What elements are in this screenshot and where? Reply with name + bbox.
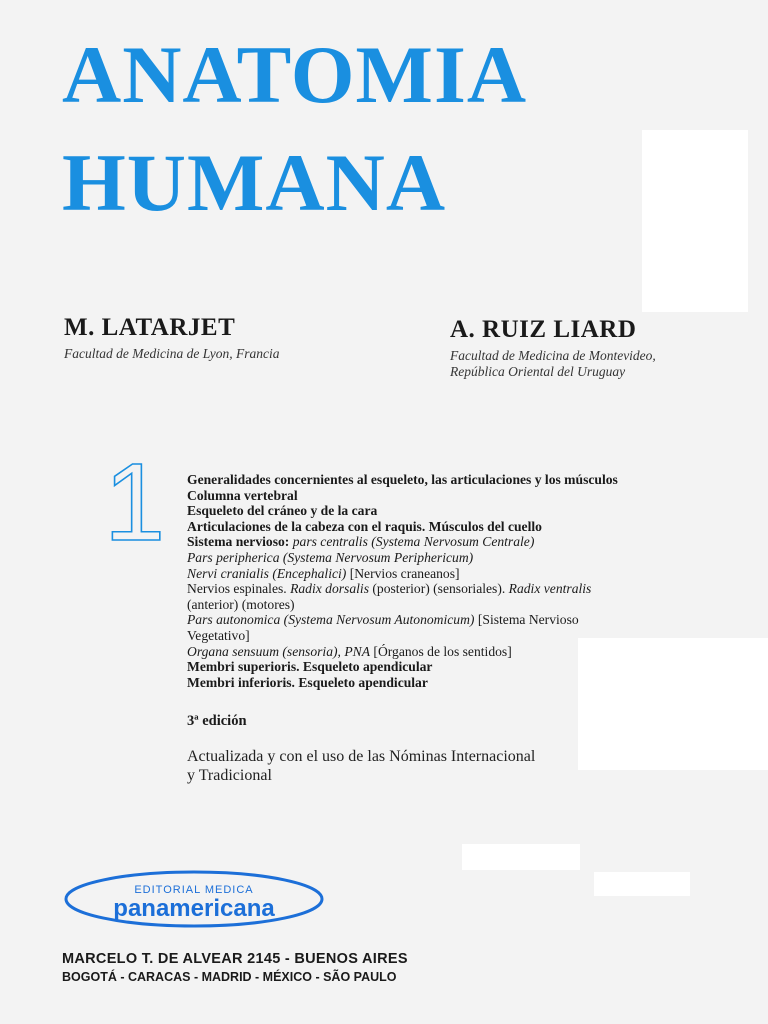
logo-top-text: EDITORIAL MEDICA (134, 884, 254, 896)
author-1-name: M. LATARJET (64, 314, 236, 341)
author-2-name: A. RUIZ LIARD (450, 316, 637, 343)
contents-item: Pars autonomica (Systema Nervosum Autonomicum) [Sistema Nervioso (187, 612, 579, 628)
contents-item: Sistema nervioso: pars centralis (Systema Nervosum Centrale) (187, 534, 535, 550)
update-note: Actualizada y con el uso de las Nóminas Internacional y Tradicional (187, 748, 536, 784)
book-title-line-2: HUMANA (62, 137, 447, 228)
scan-patch (594, 872, 690, 896)
scan-patch (642, 130, 748, 312)
contents-item: Organa sensuum (sensoria), PNA [Órganos de los sentidos] (187, 643, 512, 659)
contents-list (187, 472, 727, 690)
contents-item: Vegetativo] (187, 627, 250, 643)
publisher-address: MARCELO T. DE ALVEAR 2145 - BUENOS AIRES (62, 951, 408, 967)
edition-label: 3ª edición (187, 713, 247, 729)
logo-main-text: panamericana (113, 895, 275, 922)
contents-item: Esqueleto del cráneo y de la cara (187, 503, 378, 519)
contents-item: (anterior) (motores) (187, 596, 295, 612)
contents-item: Pars peripherica (Systema Nervosum Periphericum) (187, 549, 474, 565)
publisher-cities: BOGOTÁ - CARACAS - MADRID - MÉXICO - SÃO PAULO (62, 970, 397, 984)
contents-item: Nervios espinales. Radix dorsalis (posterior) (sensoriales). Radix ventralis (187, 581, 592, 597)
author-2-affiliation: Facultad de Medicina de Montevideo, República Oriental del Uruguay (450, 348, 656, 379)
contents-item: Membri superioris. Esqueleto apendicular (187, 659, 433, 675)
contents-item: Articulaciones de la cabeza con el raquis. Músculos del cuello (187, 518, 542, 534)
contents-item: Membri inferioris. Esqueleto apendicular (187, 674, 428, 690)
contents-item: Nervi cranialis (Encephalici) [Nervios craneanos] (187, 565, 460, 581)
volume-number: 1 (104, 441, 166, 564)
book-title-line-1: ANATOMIA (62, 29, 528, 120)
scan-patch (462, 844, 580, 870)
publisher-logo (62, 868, 326, 930)
contents-item: Columna vertebral (187, 487, 298, 503)
contents-item: Generalidades concernientes al esqueleto, las articulaciones y los músculos (187, 472, 618, 487)
author-1-affiliation: Facultad de Medicina de Lyon, Francia (64, 346, 280, 361)
